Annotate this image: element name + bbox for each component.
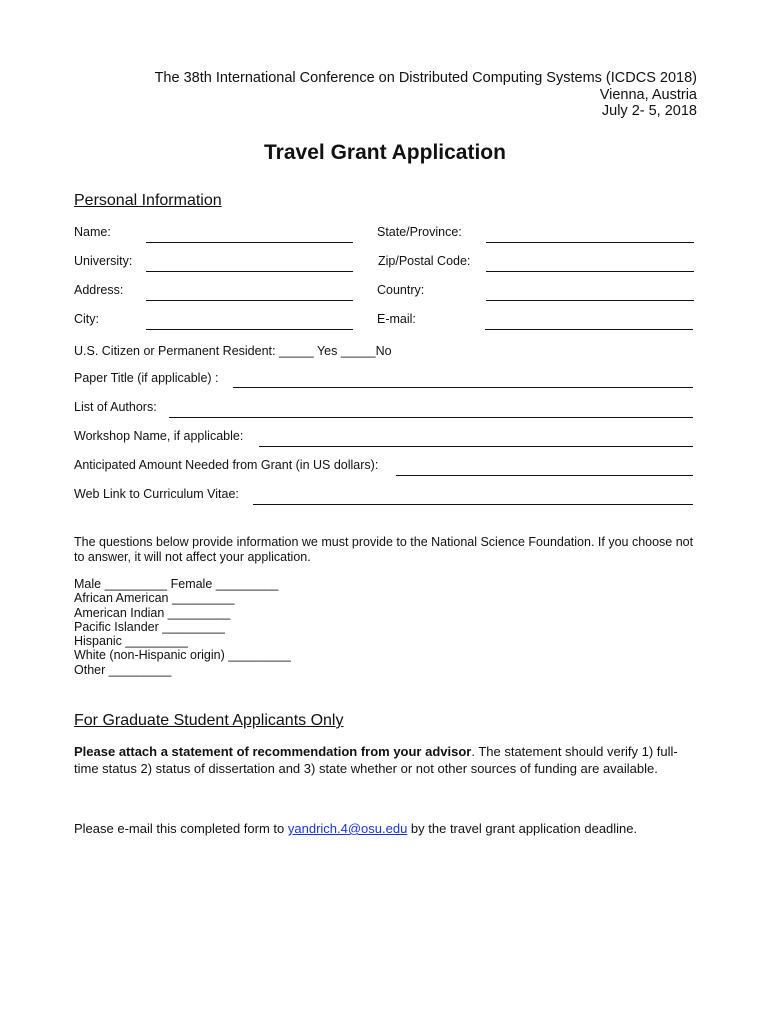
grad-bold-text: Please attach a statement of recommendation from your advisor — [74, 744, 472, 759]
state-field[interactable] — [486, 242, 694, 243]
city-label: City: — [74, 312, 99, 326]
conference-location: Vienna, Austria — [599, 86, 697, 103]
grad-rest-text: . The statement should verify 1) full-time status 2) status of dissertation and 3) state whether or not other sources of funding are available. — [74, 744, 678, 776]
citizen-question[interactable]: U.S. Citizen or Permanent Resident: _____ Yes _____No — [74, 344, 392, 358]
state-label: State/Province: — [377, 225, 462, 239]
country-field[interactable] — [486, 300, 694, 301]
page-title: Travel Grant Application — [264, 141, 506, 164]
university-field[interactable] — [146, 271, 353, 272]
demographic-pacific-islander[interactable]: Pacific Islander _________ — [74, 619, 225, 634]
zip-label: Zip/Postal Code: — [378, 254, 471, 268]
demographic-african-american[interactable]: African American _________ — [74, 591, 235, 606]
name-field[interactable] — [146, 242, 353, 243]
demographic-american-indian[interactable]: American Indian _________ — [74, 605, 231, 620]
country-label: Country: — [377, 283, 425, 297]
city-field[interactable] — [146, 329, 353, 330]
address-field[interactable] — [146, 300, 353, 301]
submit-email-link[interactable]: yandrich.4@osu.edu — [287, 821, 408, 836]
address-label: Address: — [74, 283, 124, 297]
authors-field[interactable] — [169, 417, 693, 418]
submit-suffix: by the travel grant application deadline. — [407, 821, 638, 836]
workshop-label: Workshop Name, if applicable: — [74, 429, 244, 443]
personal-info-heading: Personal Information — [74, 192, 222, 209]
cv-link-field[interactable] — [253, 504, 693, 505]
demographic-gender[interactable]: Male _________ Female _________ — [74, 577, 279, 591]
email-label: E-mail: — [377, 312, 416, 326]
demographic-other[interactable]: Other _________ — [74, 662, 172, 677]
nsf-note: The questions below provide information we must provide to the National Science Foundation. If you choose not to answer, it will not affect your application. — [74, 535, 694, 564]
demographic-hispanic[interactable]: Hispanic _________ — [74, 634, 188, 649]
zip-field[interactable] — [486, 271, 694, 272]
demographic-white[interactable]: White (non-Hispanic origin) _________ — [74, 648, 291, 663]
email-field[interactable] — [485, 329, 693, 330]
grad-heading: For Graduate Student Applicants Only — [74, 712, 344, 729]
cv-link-label: Web Link to Curriculum Vitae: — [74, 487, 239, 501]
grad-instructions — [74, 744, 699, 777]
workshop-field[interactable] — [259, 446, 693, 447]
amount-field[interactable] — [396, 475, 693, 476]
name-label: Name: — [74, 225, 111, 239]
submit-instructions — [74, 821, 637, 836]
university-label: University: — [74, 254, 133, 268]
paper-title-label: Paper Title (if applicable) : — [74, 371, 219, 385]
amount-label: Anticipated Amount Needed from Grant (in US dollars): — [74, 458, 379, 472]
conference-header — [155, 70, 697, 120]
paper-title-field[interactable] — [233, 387, 693, 388]
conference-dates: July 2- 5, 2018 — [601, 103, 697, 119]
demographics-list — [74, 577, 291, 677]
authors-label: List of Authors: — [74, 400, 157, 414]
submit-prefix: Please e-mail this completed form to — [74, 821, 288, 836]
conference-name: The 38th International Conference on Distributed Computing Systems (ICDCS 2018) — [154, 70, 697, 86]
